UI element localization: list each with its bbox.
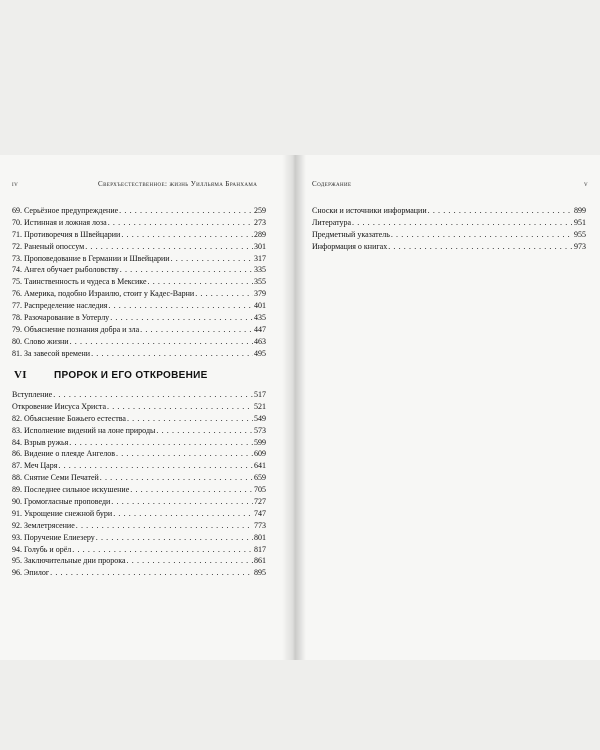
toc-entry — [12, 300, 266, 312]
right-running-title: Содержание — [312, 180, 352, 188]
toc-entry — [12, 288, 266, 300]
toc-entry-title: 71. Противоречия в Швейцарии — [12, 229, 121, 239]
left-running-title: Сверхъестественное: жизнь Уилльяма Бранхама — [98, 180, 258, 188]
toc-entry-page: 973 — [574, 241, 586, 251]
toc-entry — [12, 437, 266, 449]
toc-entry — [12, 460, 266, 472]
toc-entry-title: 90. Громогласные проповеди — [12, 497, 111, 506]
toc-entry — [12, 348, 266, 360]
toc-entry — [312, 205, 586, 217]
toc-entry — [12, 425, 266, 437]
toc-entry — [12, 508, 266, 520]
dot-leader — [108, 300, 253, 312]
toc-entry-page: 727 — [254, 497, 266, 506]
toc-entry-page: 273 — [254, 217, 266, 227]
dot-leader — [119, 205, 253, 217]
toc-entry — [12, 448, 266, 460]
toc-entry-title: 96. Эпилог — [12, 568, 50, 578]
dot-leader — [58, 460, 253, 472]
toc-entry-page: 747 — [254, 508, 266, 518]
toc-entry-title: 86. Видение о плеяде Ангелов — [12, 449, 116, 459]
toc-entry-page: 705 — [254, 485, 266, 495]
dot-leader — [130, 484, 253, 496]
left-page-number: iv — [12, 180, 19, 188]
toc-entry-title: 76. Америка, подобно Израилю, стоит у Кадес-Варни — [12, 289, 195, 299]
toc-entry-page: 549 — [254, 413, 266, 423]
dot-leader — [111, 496, 253, 508]
toc-entry-title: Предметный указатель — [312, 229, 390, 239]
dot-leader — [121, 229, 253, 241]
toc-entry-title: 79. Объяснение познания добра и зла — [12, 324, 140, 334]
toc-entry-title: 78. Разочарование в Уотерлу — [12, 313, 110, 322]
toc-entry-title: 70. Истинная и ложная лоза — [12, 217, 107, 227]
dot-leader — [91, 348, 253, 360]
toc-entry — [12, 229, 266, 241]
toc-entry-page: 401 — [254, 301, 266, 311]
toc-entry — [12, 264, 266, 276]
toc-entry — [312, 229, 586, 241]
toc-entry — [12, 312, 266, 324]
dot-leader — [195, 288, 253, 300]
toc-entry-page: 817 — [254, 544, 266, 554]
toc-entry-title: 77. Распределение наследия — [12, 301, 108, 311]
toc-entry — [12, 253, 266, 265]
dot-leader — [127, 413, 253, 425]
toc-entry-title: 81. За завесой времени — [12, 348, 91, 358]
dot-leader — [107, 401, 253, 413]
toc-entry — [12, 217, 266, 229]
toc-entry-page: 495 — [254, 348, 266, 358]
toc-entry-page: 895 — [254, 568, 266, 578]
toc-entry — [12, 276, 266, 288]
right-page-number: v — [584, 180, 589, 188]
dot-leader — [96, 532, 253, 544]
section-heading — [14, 369, 208, 381]
toc-entry-title: 83. Исполнение видений на лоне природы — [12, 425, 156, 435]
toc-entry-page: 463 — [254, 336, 266, 346]
book-gutter — [282, 155, 306, 660]
toc-entry-title: 92. Землетрясение — [12, 520, 75, 530]
dot-leader — [116, 448, 253, 460]
toc-entry-page: 955 — [574, 229, 586, 239]
dot-leader — [100, 472, 253, 484]
toc-entry — [12, 520, 266, 532]
toc-entry-title: 75. Таинственность и чудеса в Мексике — [12, 277, 147, 287]
dot-leader — [110, 312, 253, 324]
dot-leader — [113, 508, 253, 520]
dot-leader — [428, 205, 573, 217]
toc-entry-title: 87. Меч Царя — [12, 461, 58, 471]
toc-entry-page: 335 — [254, 265, 266, 275]
toc-entry — [12, 532, 266, 544]
toc-entry-page: 517 — [254, 389, 266, 399]
toc-entry — [12, 324, 266, 336]
toc-entry — [12, 555, 266, 567]
toc-entry-title: 73. Проповедование в Германии и Швейцарии — [12, 253, 170, 263]
toc-entry-title: Вступление — [12, 389, 53, 399]
toc-entry — [312, 241, 586, 253]
dot-leader — [388, 241, 573, 253]
toc-entry — [12, 413, 266, 425]
dot-leader — [352, 217, 573, 229]
toc-entry-page: 609 — [254, 449, 266, 459]
dot-leader — [391, 229, 573, 241]
dot-leader — [72, 544, 253, 556]
toc-entry-title: 80. Слово жизни — [12, 336, 69, 346]
dot-leader — [70, 336, 253, 348]
toc-entry-title: Сноски и источники информации — [312, 205, 427, 215]
toc-entry-title: 84. Взрыв ружья — [12, 437, 69, 447]
toc-entry — [12, 389, 266, 401]
dot-leader — [156, 425, 253, 437]
dot-leader — [120, 264, 253, 276]
toc-entry — [12, 241, 266, 253]
dot-leader — [69, 437, 253, 449]
toc-entry-page: 599 — [254, 437, 266, 447]
toc-entry-title: 93. Поручение Елиезеру — [12, 532, 95, 542]
dot-leader — [127, 555, 253, 567]
toc-entry-title: 95. Заключительные дни пророка — [12, 556, 126, 566]
dot-leader — [85, 241, 253, 253]
toc-entry — [12, 544, 266, 556]
toc-entry-title: 72. Раненый опоссум — [12, 241, 85, 251]
dot-leader — [171, 253, 253, 265]
toc-entry-page: 355 — [254, 277, 266, 287]
toc-list-appendices — [312, 205, 586, 253]
toc-entry-page: 301 — [254, 241, 266, 251]
toc-entry-page: 773 — [254, 520, 266, 530]
toc-entry-title: Откровение Иисуса Христа — [12, 401, 107, 411]
toc-entry — [12, 336, 266, 348]
toc-entry-title: 69. Серьёзное предупреждение — [12, 205, 119, 215]
dot-leader — [148, 276, 254, 288]
toc-entry — [12, 567, 266, 579]
toc-entry-page: 289 — [254, 229, 266, 239]
toc-entry-page: 435 — [254, 313, 266, 322]
toc-entry-title: Литература — [312, 217, 352, 227]
toc-entry — [12, 496, 266, 508]
toc-entry-page: 317 — [254, 253, 266, 263]
toc-entry-title: 82. Объяснение Божьего естества — [12, 413, 126, 423]
toc-entry — [12, 401, 266, 413]
toc-entry-page: 447 — [254, 324, 266, 334]
toc-entry-title: 74. Ангел обучает рыболовству — [12, 265, 119, 275]
toc-entry — [312, 217, 586, 229]
toc-entry-title: 88. Снятие Семи Печатей — [12, 473, 99, 483]
toc-entry-page: 641 — [254, 461, 266, 471]
dot-leader — [140, 324, 253, 336]
dot-leader — [76, 520, 253, 532]
toc-entry-page: 573 — [254, 425, 266, 435]
toc-entry-page: 659 — [254, 473, 266, 483]
toc-entry-page: 521 — [254, 401, 266, 411]
toc-entry-page: 259 — [254, 205, 266, 215]
toc-entry-title: 94. Голубь и орёл — [12, 544, 72, 554]
dot-leader — [53, 389, 253, 401]
toc-entry-page: 379 — [254, 289, 266, 299]
section-title: ПРОРОК И ЕГО ОТКРОВЕНИЕ — [54, 370, 208, 381]
toc-entry-title: 89. Последнее сильное искушение — [12, 485, 130, 495]
toc-entry — [12, 472, 266, 484]
toc-entry — [12, 205, 266, 217]
toc-list-part-v — [12, 205, 266, 360]
dot-leader — [108, 217, 253, 229]
toc-entry-title: 91. Укрощение снежной бури — [12, 508, 113, 518]
toc-entry-page: 861 — [254, 556, 266, 566]
toc-entry-page: 951 — [574, 217, 586, 227]
toc-entry — [12, 484, 266, 496]
section-number: VI — [14, 369, 27, 381]
toc-list-part-vi — [12, 389, 266, 579]
toc-entry-title: Информация о книгах — [312, 241, 388, 251]
toc-entry-page: 801 — [254, 532, 266, 542]
toc-entry-page: 899 — [574, 205, 586, 215]
dot-leader — [50, 567, 253, 579]
